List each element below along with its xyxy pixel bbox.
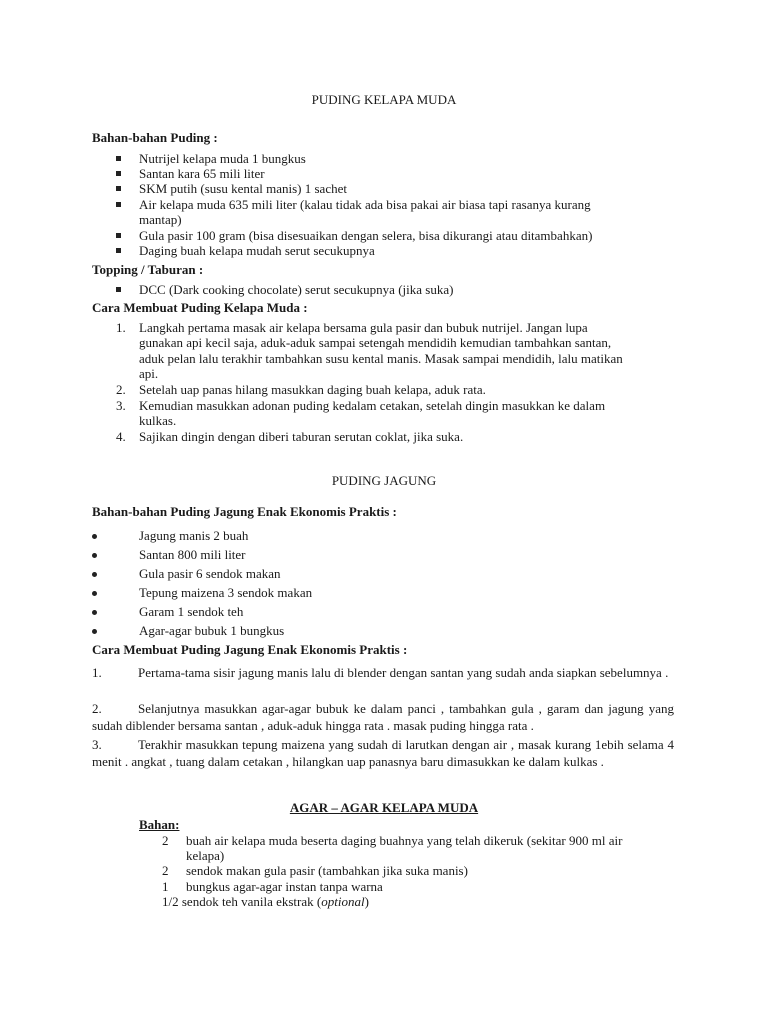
heading-cara-membuat-jagung: Cara Membuat Puding Jagung Enak Ekonomis Praktis : bbox=[92, 642, 408, 657]
step-text: Setelah uap panas hilang masukkan daging buah kelapa, aduk rata. bbox=[139, 382, 486, 397]
bullet-square bbox=[116, 287, 121, 292]
bullet-square bbox=[116, 248, 121, 253]
title-agar-agar-kelapa: AGAR – AGAR KELAPA MUDA bbox=[289, 800, 479, 815]
jagung-bahan-item: Gula pasir 6 sendok makan bbox=[139, 566, 281, 581]
heading-bahan-jagung: Bahan-bahan Puding Jagung Enak Ekonomis Praktis : bbox=[92, 504, 397, 519]
topping-item: DCC (Dark cooking chocolate) serut secukupnya (jika suka) bbox=[139, 282, 454, 297]
step-number: 1. bbox=[92, 665, 102, 680]
bullet-dot bbox=[92, 553, 97, 558]
closing-paren: ) bbox=[364, 894, 369, 909]
bullet-dot bbox=[92, 591, 97, 596]
step-text: Pertama-tama sisir jagung manis lalu di blender dengan santan yang sudah anda siapkan sebelumnya . bbox=[138, 665, 669, 680]
jagung-bahan-item: Agar-agar bubuk 1 bungkus bbox=[139, 623, 285, 638]
bahan-item: Nutrijel kelapa muda 1 bungkus bbox=[139, 151, 306, 166]
jagung-bahan-item: Tepung maizena 3 sendok makan bbox=[139, 585, 313, 600]
agar-qty: 2 bbox=[162, 863, 169, 878]
step-text: gunakan api kecil saja, aduk-aduk sampai setengah mendidih kemudian tambahkan santan, bbox=[139, 335, 612, 350]
bullet-dot bbox=[92, 629, 97, 634]
heading-bahan-agar: Bahan: bbox=[139, 817, 180, 832]
bahan-item: Santan kara 65 mili liter bbox=[139, 166, 265, 181]
bahan-item: Gula pasir 100 gram (bisa disesuaikan dengan selera, bisa dikurangi atau ditambahkan) bbox=[139, 228, 593, 243]
agar-qty: 1 bbox=[162, 879, 169, 894]
title-puding-jagung: PUDING JAGUNG bbox=[331, 473, 437, 488]
bullet-dot bbox=[92, 572, 97, 577]
heading-bahan-puding: Bahan-bahan Puding : bbox=[92, 130, 218, 145]
step-number: 1. bbox=[116, 320, 126, 335]
step-text: Selanjutnya masukkan agar-agar bubuk ke dalam panci , tambahkan gula , garam dan jagung yang sudah diblender bersama santan , aduk-aduk hingga rata . masak puding hingga rata . bbox=[92, 701, 674, 733]
step-number: 3. bbox=[92, 737, 102, 752]
jagung-step bbox=[92, 700, 674, 734]
bahan-item: SKM putih (susu kental manis) 1 sachet bbox=[139, 181, 347, 196]
bullet-square bbox=[116, 186, 121, 191]
step-text: aduk pelan lalu terakhir tambahkan susu kental manis. Masak sampai mendidih, lalu matikan bbox=[139, 351, 623, 366]
bullet-square bbox=[116, 171, 121, 176]
step-number: 4. bbox=[116, 429, 126, 444]
bullet-square bbox=[116, 156, 121, 161]
jagung-bahan-item: Santan 800 mili liter bbox=[139, 547, 246, 562]
step-text: Sajikan dingin dengan diberi taburan serutan coklat, jika suka. bbox=[139, 429, 464, 444]
step-text: Terakhir masukkan tepung maizena yang sudah di larutkan dengan air , masak kurang 1ebih selama 4 menit . angkat , tuang dalam cetakan , hilangkan uap panasnya baru dimasukkan ke dalam kulkas . bbox=[92, 737, 674, 769]
bullet-square bbox=[116, 233, 121, 238]
bullet-dot bbox=[92, 610, 97, 615]
agar-qty: 2 bbox=[162, 833, 169, 848]
step-text: api. bbox=[139, 366, 159, 381]
heading-cara-membuat-kelapa: Cara Membuat Puding Kelapa Muda : bbox=[92, 300, 308, 315]
agar-item-text: sendok makan gula pasir (tambahkan jika suka manis) bbox=[186, 863, 468, 878]
step-text: kulkas. bbox=[139, 413, 177, 428]
bahan-item: Daging buah kelapa mudah serut secukupnya bbox=[139, 243, 375, 258]
agar-item-text: buah air kelapa muda beserta daging buahnya yang telah dikeruk (sekitar 900 ml air bbox=[186, 833, 623, 848]
bullet-square bbox=[116, 202, 121, 207]
jagung-step bbox=[92, 664, 674, 681]
step-text: Kemudian masukkan adonan puding kedalam cetakan, setelah dingin masukkan ke dalam bbox=[139, 398, 606, 413]
agar-item-vanila bbox=[162, 894, 369, 909]
bullet-dot bbox=[92, 534, 97, 539]
step-number: 3. bbox=[116, 398, 126, 413]
optional-label: optional bbox=[321, 894, 365, 909]
bahan-item-continued: mantap) bbox=[139, 212, 182, 227]
heading-topping: Topping / Taburan : bbox=[92, 262, 204, 277]
jagung-step bbox=[92, 736, 674, 770]
bahan-item: Air kelapa muda 635 mili liter (kalau tidak ada bisa pakai air biasa tapi rasanya kurang bbox=[139, 197, 591, 212]
step-number: 2. bbox=[116, 382, 126, 397]
jagung-bahan-item: Jagung manis 2 buah bbox=[139, 528, 249, 543]
title-puding-kelapa-muda: PUDING KELAPA MUDA bbox=[311, 92, 457, 107]
step-text: Langkah pertama masak air kelapa bersama gula pasir dan bubuk nutrijel. Jangan lupa bbox=[139, 320, 588, 335]
agar-item-text: 1/2 sendok teh vanila ekstrak ( bbox=[162, 894, 322, 909]
jagung-bahan-item: Garam 1 sendok teh bbox=[139, 604, 244, 619]
agar-item-text: bungkus agar-agar instan tanpa warna bbox=[186, 879, 383, 894]
agar-item-text: kelapa) bbox=[186, 848, 225, 863]
step-number: 2. bbox=[92, 701, 102, 716]
